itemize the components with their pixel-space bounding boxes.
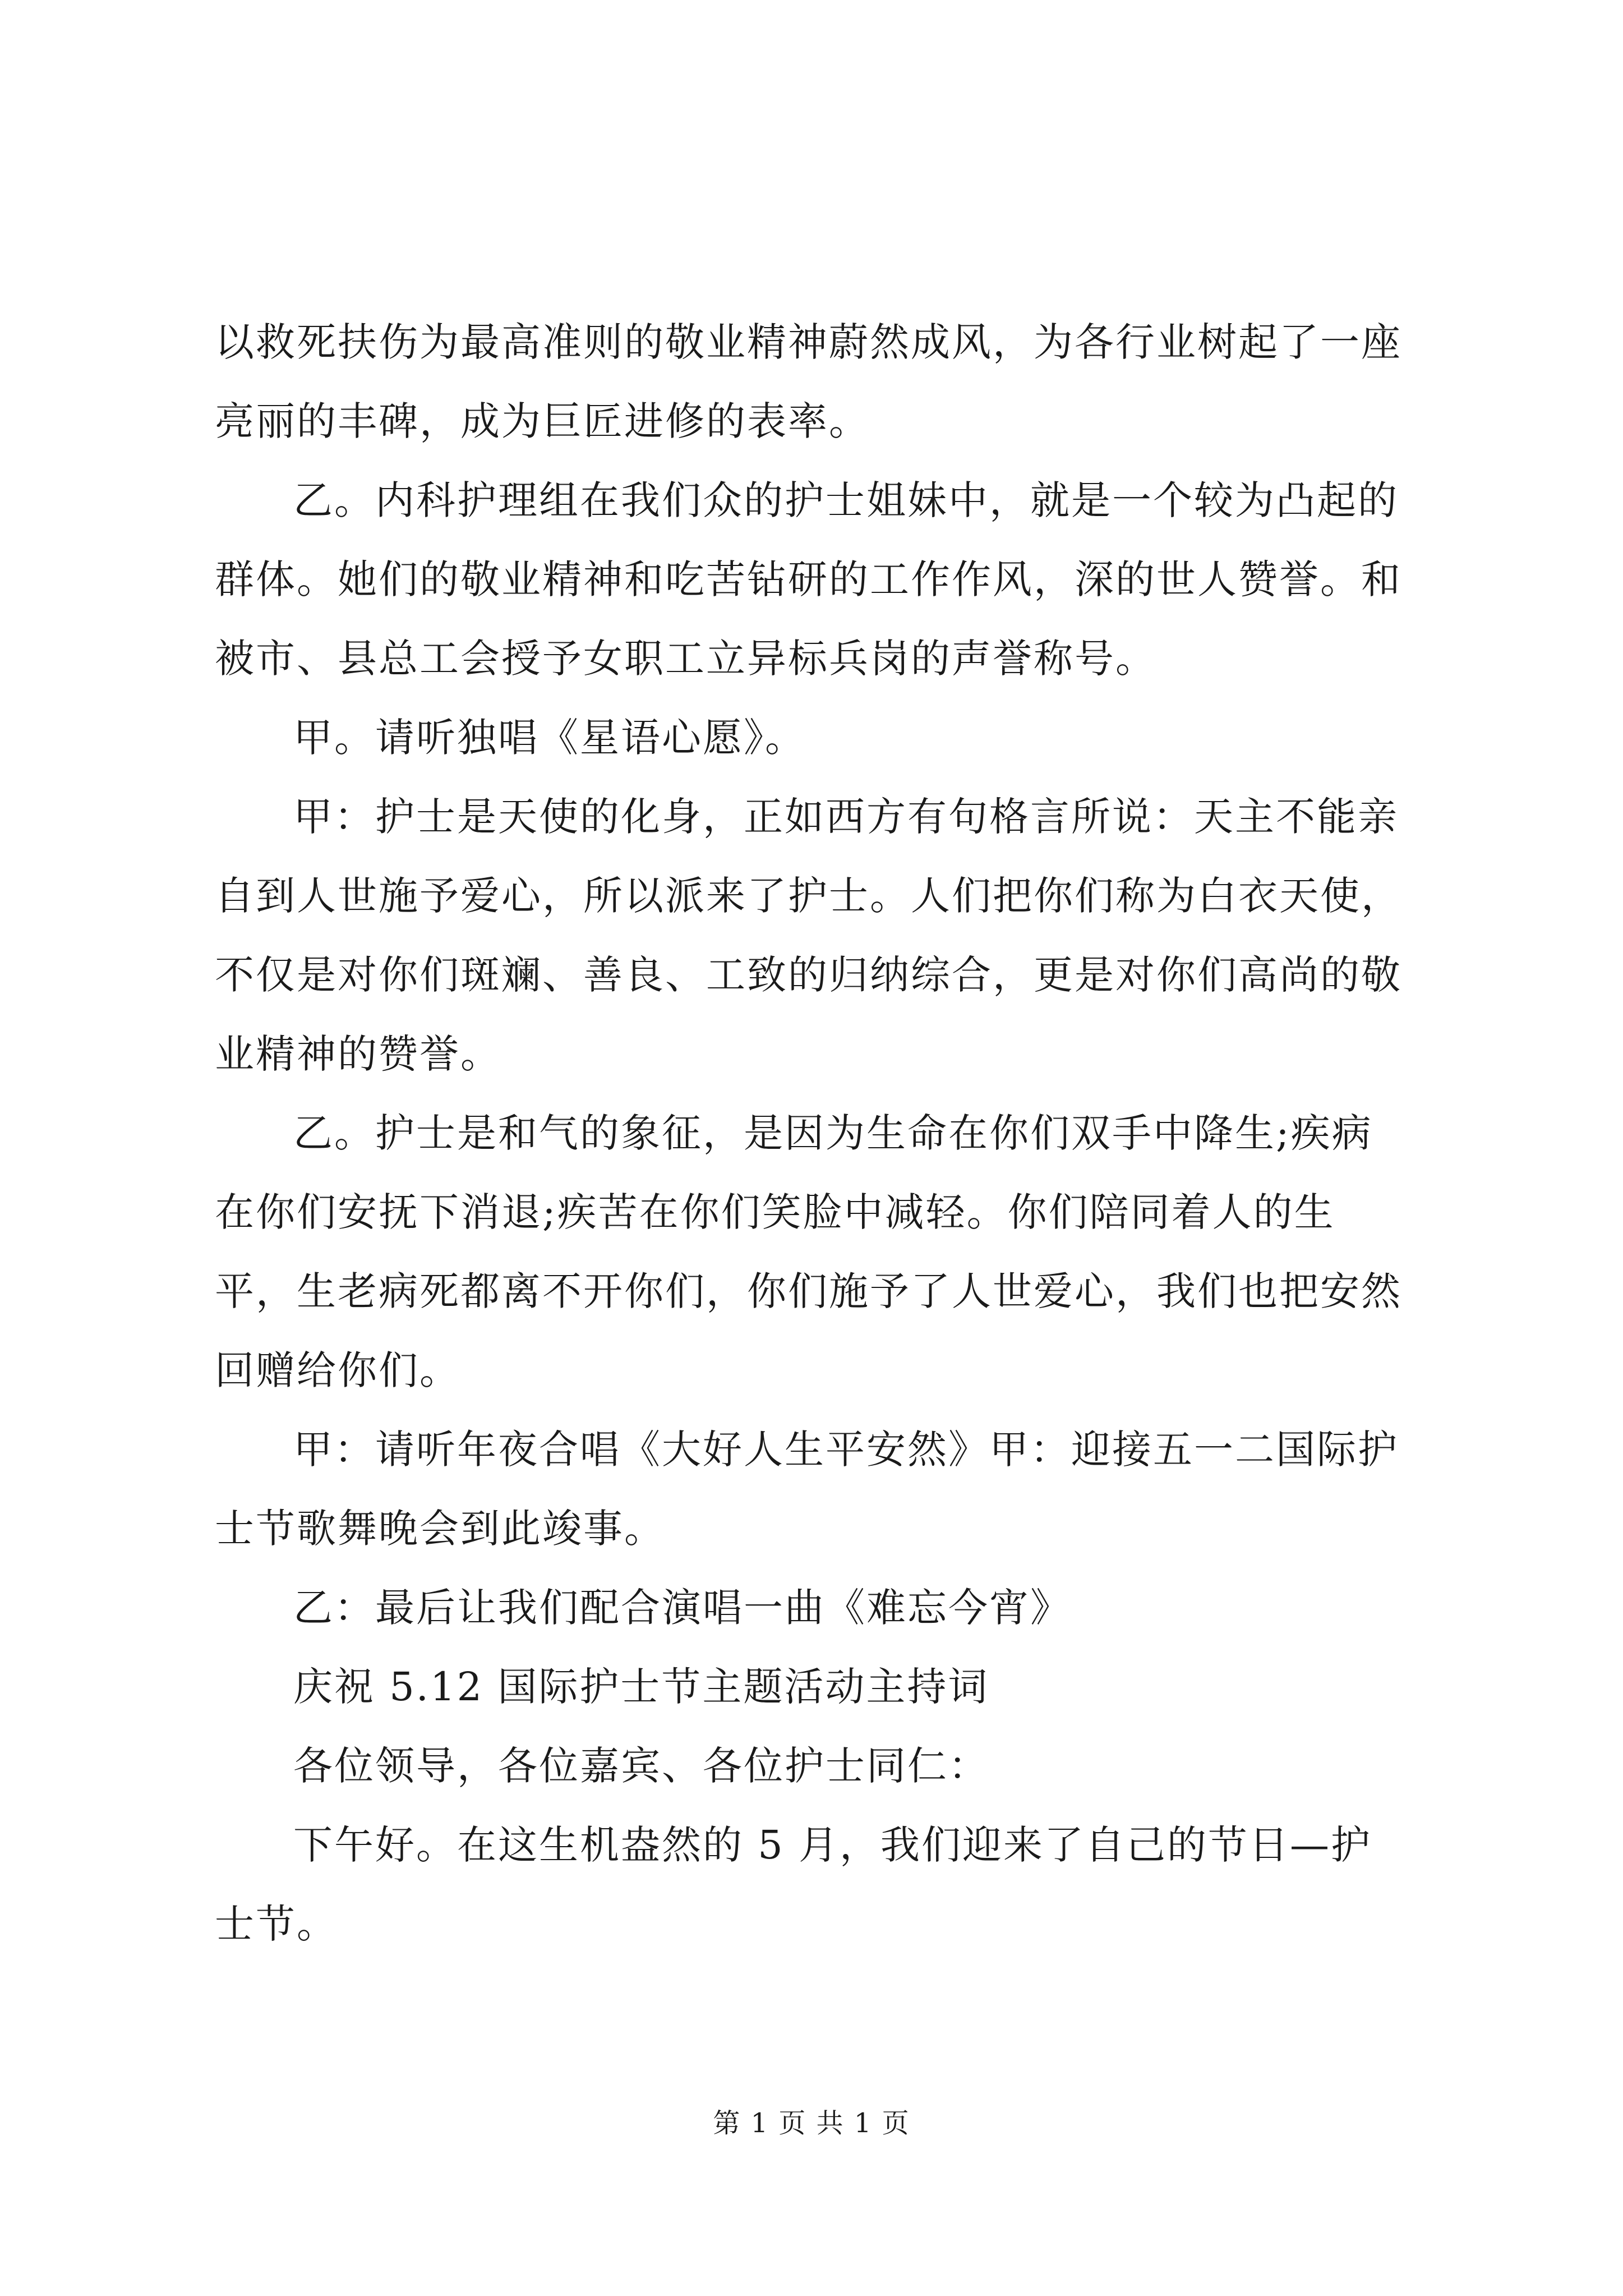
paragraph: 乙：最后让我们配合演唱一曲《难忘今宵》 (293, 1585, 1071, 1631)
paragraph: 乙。护士是和气的象征，是因为生命在你们双手中降生;疾病在你们安抚下消退;疾苦在你们笑脸中减轻。你们陪同着人的生平，生老病死都离不开你们，你们施予了人世爱心，我们也把安然回赠给你们。 (215, 1110, 1402, 1393)
paragraph: 甲：请听年夜合唱《大好人生平安然》甲：迎接五一二国际护士节歌舞晚会到此竣事。 (215, 1427, 1399, 1552)
salutation: 各位领导，各位嘉宾、各位护士同仁： (293, 1743, 989, 1789)
page-number-footer: 第 1 页 共 1 页 (713, 2108, 910, 2139)
paragraph-continuation: 以救死扶伤为最高准则的敬业精神蔚然成风，为各行业树起了一座亮丽的丰碑，成为巨匠进修的表率。 (215, 319, 1402, 444)
section-title: 庆祝 5.12 国际护士节主题活动主持词 (293, 1664, 989, 1710)
paragraph: 下午好。在这生机盎然的 5 月，我们迎来了自己的节日—护士节。 (215, 1822, 1372, 1947)
document-body (215, 303, 1409, 1964)
paragraph: 甲：护士是天使的化身，正如西方有句格言所说：天主不能亲自到人世施予爱心，所以派来了护士。人们把你们称为白衣天使，不仅是对你们斑斓、善良、工致的归纳综合，更是对你们高尚的敬业精神的赞誉。 (215, 794, 1402, 1077)
paragraph: 甲。请听独唱《星语心愿》。 (293, 715, 806, 761)
paragraph: 乙。内科护理组在我们众的护士姐妹中，就是一个较为凸起的群体。她们的敬业精神和吃苦钻研的工作作风，深的世人赞誉。和被市、县总工会授予女职工立异标兵岗的声誉称号。 (215, 477, 1402, 682)
